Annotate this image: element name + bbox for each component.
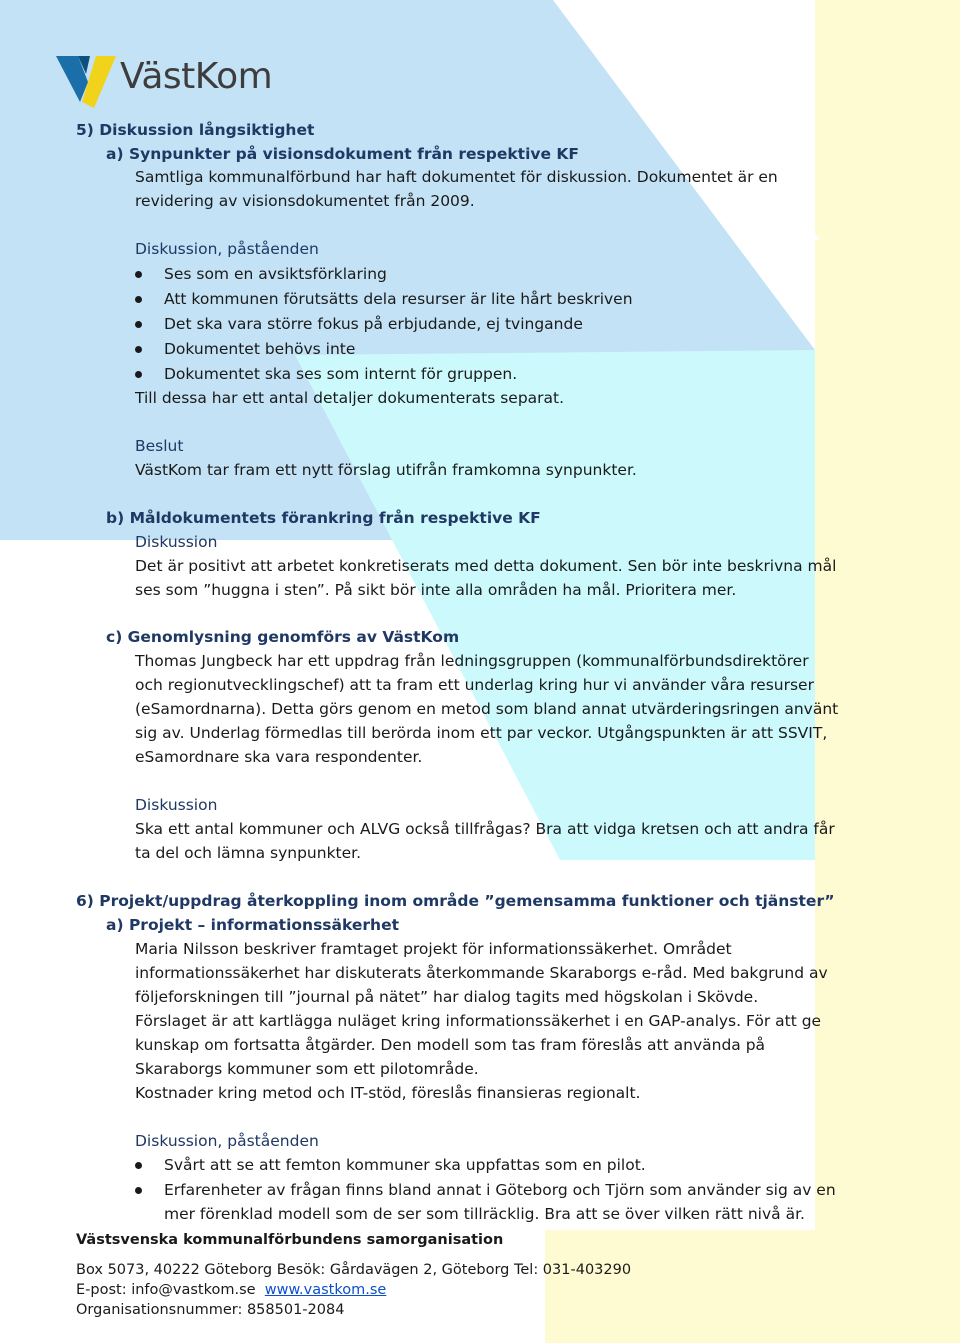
paragraph-line: Kostnader kring metod och IT-stöd, föreslås finansieras regionalt. bbox=[135, 1084, 641, 1102]
list-item-continuation: mer förenklad modell som de ser som tillräcklig. Bra att se över vilken rätt nivå är. bbox=[164, 1205, 805, 1223]
section-5-title: 5) Diskussion långsiktighet bbox=[76, 121, 315, 139]
list-item: Dokumentet ska ses som internt för gruppen. bbox=[164, 364, 517, 384]
footer-org: Västsvenska kommunalförbundens samorganisation bbox=[76, 1232, 504, 1248]
bullet-icon bbox=[135, 371, 142, 378]
section-6-title: 6) Projekt/uppdrag återkoppling inom område ”gemensamma funktioner och tjänster” bbox=[76, 892, 835, 910]
list-item: Att kommunen förutsätts dela resurser är lite hårt beskriven bbox=[164, 289, 633, 309]
list-item: Dokumentet behövs inte bbox=[164, 339, 355, 359]
bullet-icon bbox=[135, 1162, 142, 1169]
vastkom-logo bbox=[56, 52, 301, 110]
paragraph-line: Förslaget är att kartlägga nuläget kring informationssäkerhet i en GAP-analys. För att ge bbox=[135, 1012, 822, 1030]
footer-email: E-post: info@vastkom.se bbox=[76, 1282, 256, 1298]
footer-contact bbox=[76, 1280, 386, 1300]
paragraph-line: Samtliga kommunalförbund har haft dokumentet för diskussion. Dokumentet är en bbox=[135, 168, 778, 186]
footer-orgnr: Organisationsnummer: 858501-2084 bbox=[76, 1302, 345, 1318]
bullet-icon bbox=[135, 321, 142, 328]
footer-website-link[interactable]: www.vastkom.se bbox=[264, 1282, 387, 1298]
paragraph-line: och regionutvecklingschef) att ta fram ett underlag kring hur vi använder våra resurser bbox=[135, 676, 814, 694]
cyan-band bbox=[295, 350, 815, 860]
paragraph-line: (eSamordnarna). Detta görs genom en metod som bland annat utvärderingsringen använt bbox=[135, 700, 839, 718]
discussion-label: Diskussion bbox=[135, 796, 218, 814]
paragraph-line: informationssäkerhet har diskuterats återkommande Skaraborgs e-råd. Med bakgrund av bbox=[135, 964, 828, 982]
paragraph-line: Skaraborgs kommuner som ett pilotområde. bbox=[135, 1060, 479, 1078]
paragraph-line: sig av. Underlag förmedlas till berörda inom ett par veckor. Utgångspunkten är att SSVIT, bbox=[135, 724, 828, 742]
section-5c-title: c) Genomlysning genomförs av VästKom bbox=[106, 628, 460, 646]
section-6a-title: a) Projekt – informationssäkerhet bbox=[106, 916, 399, 934]
paragraph-line: Det är positivt att arbetet konkretiserats med detta dokument. Sen bör inte beskrivna mål bbox=[135, 557, 837, 575]
logo-mark-icon bbox=[56, 52, 116, 108]
paragraph-line: eSamordnare ska vara respondenter. bbox=[135, 748, 423, 766]
paragraph-line: Thomas Jungbeck har ett uppdrag från ledningsgruppen (kommunalförbundsdirektörer bbox=[135, 652, 809, 670]
paragraph-line: Till dessa har ett antal detaljer dokumenterats separat. bbox=[135, 389, 565, 407]
paragraph-line: Maria Nilsson beskriver framtaget projekt för informationssäkerhet. Området bbox=[135, 940, 732, 958]
section-5a-title: a) Synpunkter på visionsdokument från respektive KF bbox=[106, 145, 579, 163]
bullet-icon bbox=[135, 296, 142, 303]
paragraph-line: kunskap om fortsatta åtgärder. Den modell som tas fram föreslås att använda på bbox=[135, 1036, 766, 1054]
bullet-icon bbox=[135, 1187, 142, 1194]
paragraph-line: följeforskningen till ”journal på nätet” har dialog tagits med högskolan i Skövde. bbox=[135, 988, 759, 1006]
footer-address: Box 5073, 40222 Göteborg Besök: Gårdavägen 2, Göteborg Tel: 031-403290 bbox=[76, 1262, 632, 1278]
section-5b-title: b) Måldokumentets förankring från respektive KF bbox=[106, 509, 541, 527]
decision-label: Beslut bbox=[135, 437, 184, 455]
list-item: Svårt att se att femton kommuner ska uppfattas som en pilot. bbox=[164, 1155, 646, 1175]
discussion-label: Diskussion bbox=[135, 533, 218, 551]
list-item: Det ska vara större fokus på erbjudande, ej tvingande bbox=[164, 314, 583, 334]
bullet-icon bbox=[135, 271, 142, 278]
bullet-icon bbox=[135, 346, 142, 353]
paragraph-line: ta del och lämna synpunkter. bbox=[135, 844, 362, 862]
discussion-label: Diskussion, påståenden bbox=[135, 1132, 319, 1150]
list-item: Ses som en avsiktsförklaring bbox=[164, 264, 387, 284]
logo-text: VästKom bbox=[120, 56, 273, 97]
list-item: Erfarenheter av frågan finns bland annat i Göteborg och Tjörn som använder sig av en bbox=[164, 1180, 836, 1200]
paragraph-line: ses som ”huggna i sten”. På sikt bör inte alla områden ha mål. Prioritera mer. bbox=[135, 581, 737, 599]
discussion-label: Diskussion, påståenden bbox=[135, 240, 319, 258]
paragraph-line: revidering av visionsdokumentet från 2009. bbox=[135, 192, 475, 210]
paragraph-line: Ska ett antal kommuner och ALVG också tillfrågas? Bra att vidga kretsen och att andra får bbox=[135, 820, 835, 838]
decision-text: VästKom tar fram ett nytt förslag utifrån framkomna synpunkter. bbox=[135, 461, 637, 479]
